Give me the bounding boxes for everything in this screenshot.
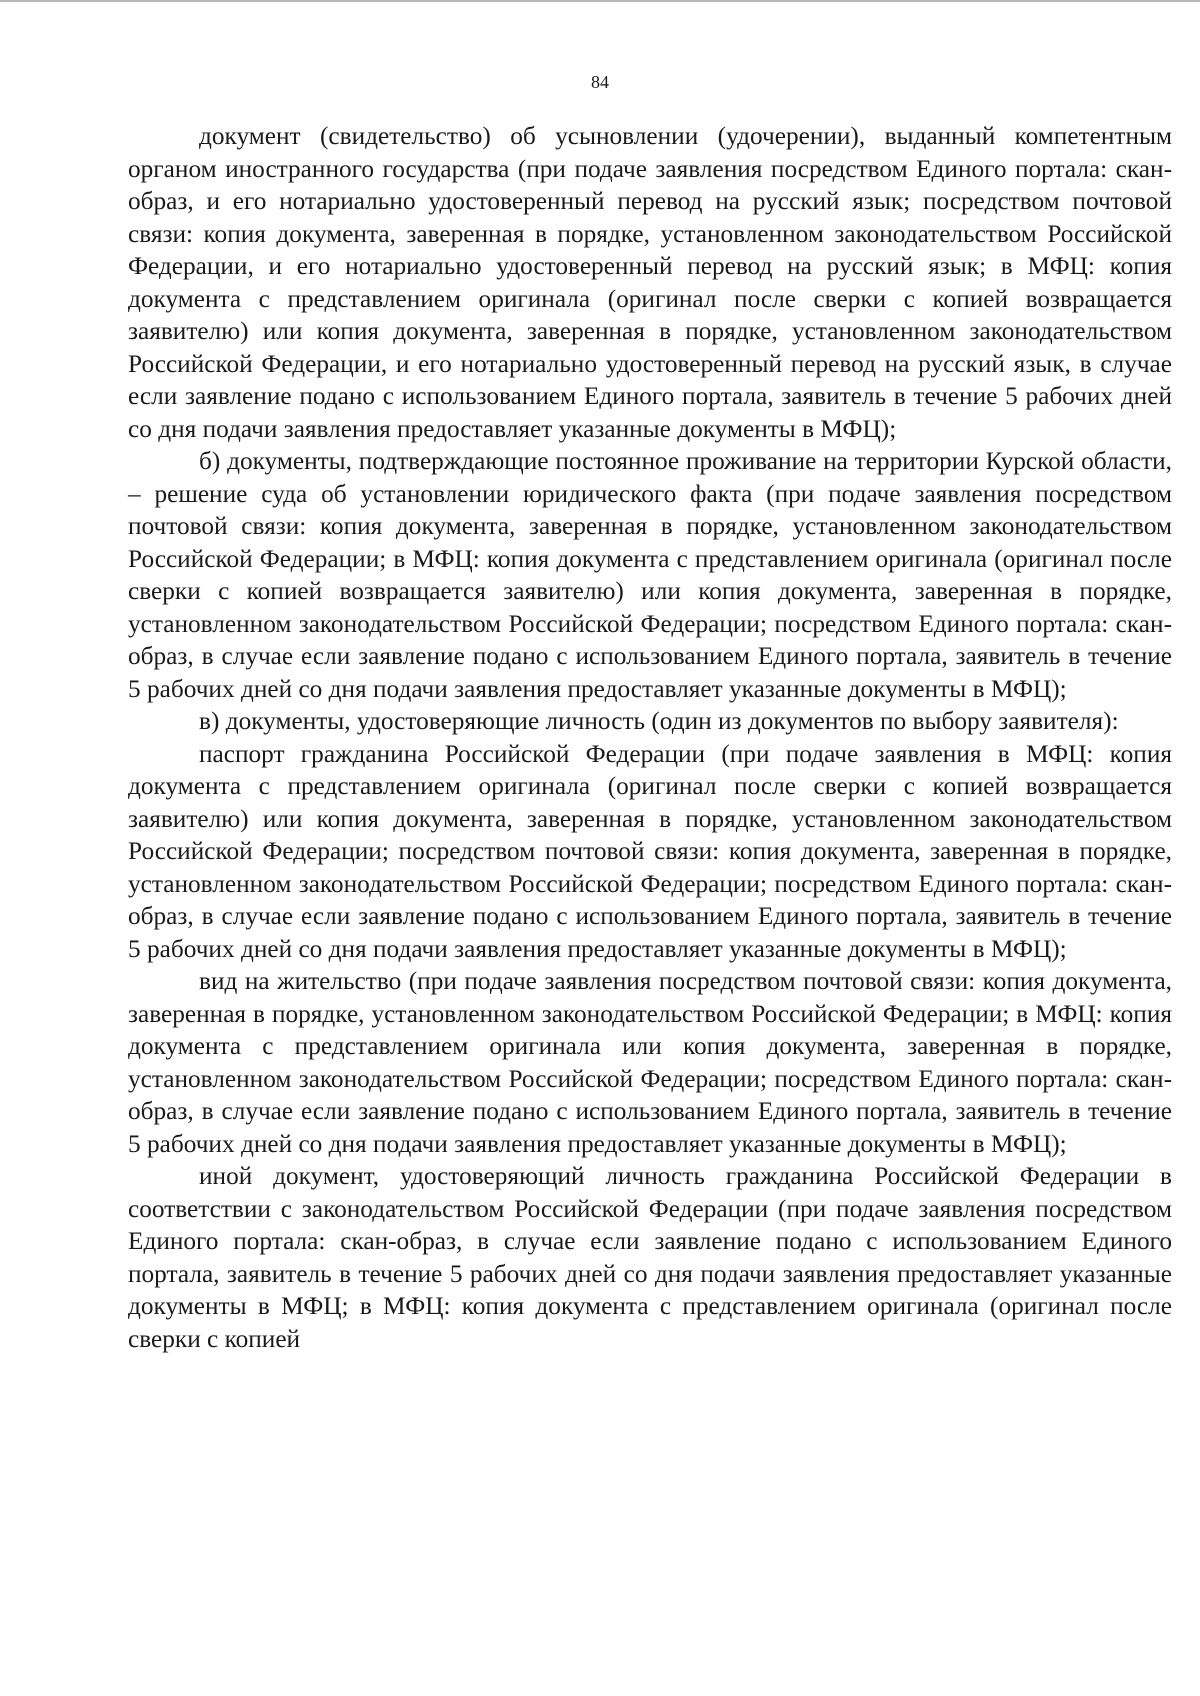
paragraph-residence-documents: б) документы, подтверждающие постоянное проживание на территории Курской области, – решение суда об установлении юридического факта (при подаче заявления посредством почтовой связи: копия документа, заверенная в порядке, установленном законодательством Российской Федерации; в МФЦ: копия документа с представлением оригинала (оригинал после сверки с копией возвращается заявителю) или копия документа, заверенная в порядке, установленном законодательством Российской Федерации; посредством Единого портала: скан-образ, в случае если заявление подано с использованием Единого портала, заявитель в течение 5 рабочих дней со дня подачи заявления предоставляет указанные документы в МФЦ); <box>128 447 1172 703</box>
document-body <box>128 120 1172 1355</box>
paragraph-adoption-certificate: документ (свидетельство) об усыновлении (удочерении), выданный компетентным органом иностранного государства (при подаче заявления посредством Единого портала: скан-образ, и его нотариально удостоверенный перевод на русский язык; посредством почтовой связи: копия документа, заверенная в порядке, установленном законодательством Российской Федерации, и его нотариально удостоверенный перевод на русский язык; в МФЦ: копия документа с представлением оригинала (оригинал после сверки с копией возвращается заявителю) или копия документа, заверенная в порядке, установленном законодательством Российской Федерации, и его нотариально удостоверенный перевод на русский язык, в случае если заявление подано с использованием Единого портала, заявитель в течение 5 рабочих дней со дня подачи заявления предоставляет указанные документы в МФЦ); <box>128 122 1172 443</box>
paragraph-identity-documents: в) документы, удостоверяющие личность (один из документов по выбору заявителя): <box>199 707 1119 735</box>
paragraph-residence-permit: вид на жительство (при подаче заявления посредством почтовой связи: копия документа, заверенная в порядке, установленном законодательством Российской Федерации; в МФЦ: копия документа с представлением оригинала или копия документа, заверенная в порядке, установленном законодательством Российской Федерации; посредством Единого портала: скан-образ, в случае если заявление подано с использованием Единого портала, заявитель в течение 5 рабочих дней со дня подачи заявления предоставляет указанные документы в МФЦ); <box>128 967 1172 1158</box>
page-number: 84 <box>591 72 609 92</box>
top-scan-edge <box>0 0 1200 2</box>
paragraph-other-identity-document: иной документ, удостоверяющий личность гражданина Российской Федерации в соответствии с законодательством Российской Федерации (при подаче заявления посредством Единого портала: скан-образ, в случае если заявление подано с использованием Единого портала, заявитель в течение 5 рабочих дней со дня подачи заявления предоставляет указанные документы в МФЦ; в МФЦ: копия документа с представлением оригинала (оригинал после сверки с копией <box>128 1162 1172 1353</box>
paragraph-passport: паспорт гражданина Российской Федерации (при подаче заявления в МФЦ: копия документа с представлением оригинала (оригинал после сверки с копией возвращается заявителю) или копия документа, заверенная в порядке, установленном законодательством Российской Федерации; посредством почтовой связи: копия документа, заверенная в порядке, установленном законодательством Российской Федерации; посредством Единого портала: скан-образ, в случае если заявление подано с использованием Единого портала, заявитель в течение 5 рабочих дней со дня подачи заявления предоставляет указанные документы в МФЦ); <box>128 739 1172 963</box>
